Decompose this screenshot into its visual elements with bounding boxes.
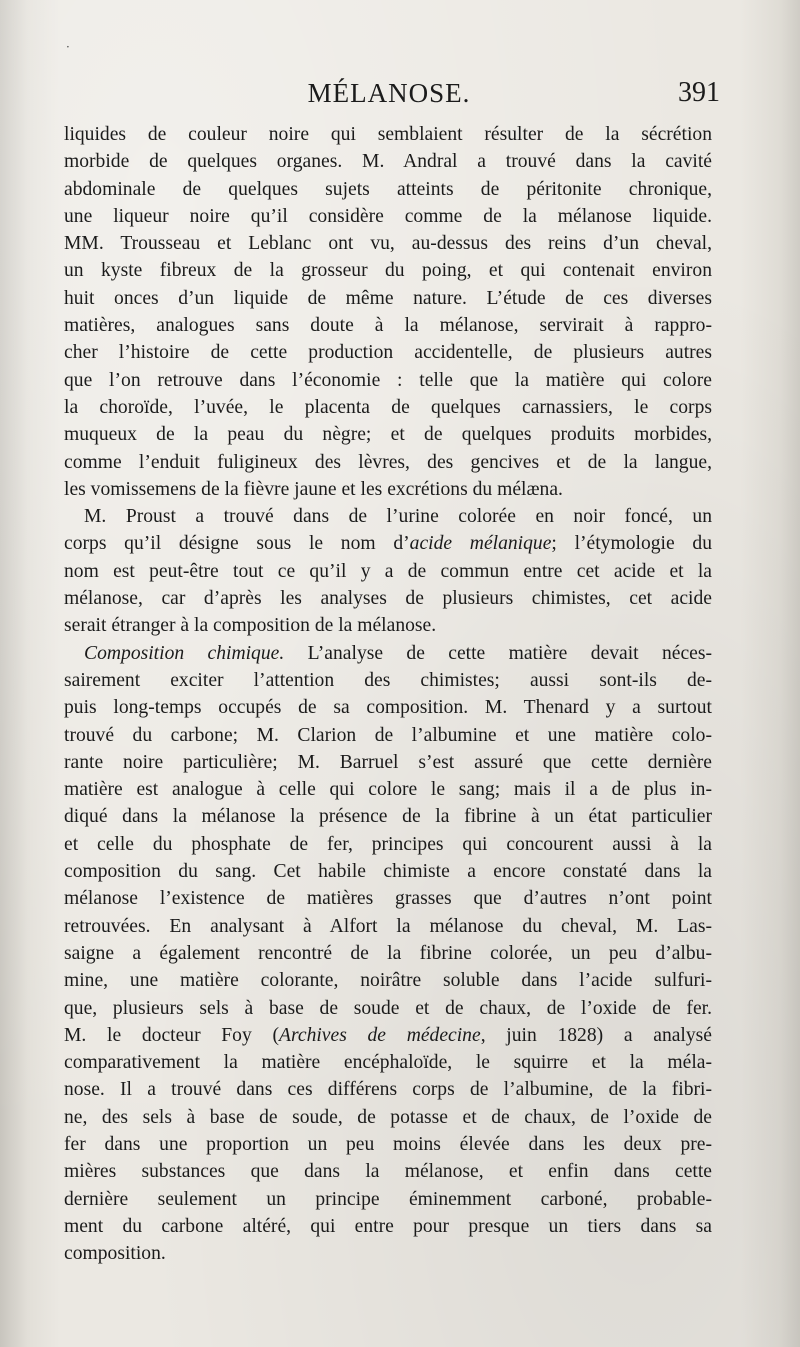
text-line: liquides de couleur noire qui semblaient résulter de la sécrétion [64,124,712,145]
italic-phrase: Composition chimique. [84,642,285,664]
text-line: nom est peut-être tout ce qu’il y a de commun entre cet acide et la [64,560,712,582]
text-line: M. Proust a trouvé dans de l’urine colorée en noir foncé, un [84,506,712,528]
body-text [64,121,712,1267]
text-line: une liqueur noire qu’il considère comme de la mélanose liquide. [64,205,712,227]
italic-phrase: Archives de médecine [279,1024,481,1046]
text-line: serait étranger à la composition de la mélanose. [64,615,437,637]
text-line: diqué dans la mélanose la présence de la fibrine à un état particulier [64,806,712,828]
text-line: saigne a également rencontré de la fibrine colorée, un peu d’albu- [64,942,712,964]
text-line: que, plusieurs sels à base de soude et de chaux, de l’oxide de fer. [64,997,712,1019]
text-segment: M. le docteur Foy ( [64,1024,279,1046]
text-segment: corps qu’il désigne sous le nom d’ [64,533,410,555]
text-line: MM. Trousseau et Leblanc ont vu, au-dessus des reins d’un cheval, [64,233,712,255]
text-line [64,640,712,667]
text-line: huit onces d’un liquide de même nature. L’étude de ces diverses [64,287,712,309]
text-line: retrouvées. En analysant à Alfort la mélanose du cheval, M. Las- [64,915,712,937]
page-header [64,76,720,110]
text-line [64,530,712,557]
text-line: abdominale de quelques sujets atteints de péritonite chronique, [64,178,712,200]
text-line: mières substances que dans la mélanose, et enfin dans cette [64,1161,712,1183]
text-line: comme l’enduit fuligineux des lèvres, des gencives et de la langue, [64,451,712,473]
running-head: MÉLANOSE. [307,78,471,108]
text-line: trouvé du carbone; M. Clarion de l’albumine et une matière colo- [64,724,712,746]
text-line: matières, analogues sans doute à la mélanose, servirait à rappro- [64,315,712,337]
text-line: mélanose, car d’après les analyses de plusieurs chimistes, cet acide [64,588,712,610]
italic-phrase: acide mélanique [409,533,552,555]
text-segment: L’analyse de cette matière devait néces- [284,642,712,664]
text-line: morbide de quelques organes. M. Andral a trouvé dans la cavité [64,151,712,173]
text-line: comparativement la matière encéphaloïde, le squirre et la méla- [64,1052,712,1074]
text-line: nose. Il a trouvé dans ces différens corps de l’albumine, de la fibri- [64,1079,712,1101]
text-line: la choroïde, l’uvée, le placenta de quelques carnassiers, le corps [64,396,712,418]
text-line: composition du sang. Cet habile chimiste a encore constaté dans la [64,861,712,883]
text-line: et celle du phosphate de fer, principes qui concourent aussi à la [64,833,712,855]
text-line: cher l’histoire de cette production accidentelle, de plusieurs autres [64,342,712,364]
text-line: composition. [64,1243,166,1265]
text-segment: , juin 1828) a analysé [480,1024,712,1046]
text-line [64,1022,712,1049]
text-line: rante noire particulière; M. Barruel s’est assuré que cette dernière [64,751,712,773]
text-line: ment du carbone altéré, qui entre pour presque un tiers dans sa [64,1215,712,1237]
text-line: muqueux de la peau du nègre; et de quelques produits morbides, [64,424,712,446]
text-line: matière est analogue à celle qui colore le sang; mais il a de plus in- [64,779,712,801]
text-line: puis long-temps occupés de sa composition. M. Thenard y a surtout [64,697,712,719]
text-line: dernière seulement un principe éminemment carboné, probable- [64,1188,712,1210]
text-line: ne, des sels à base de soude, de potasse et de chaux, de l’oxide de [64,1106,712,1128]
page-number: 391 [678,77,720,108]
text-line: fer dans une proportion un peu moins élevée dans les deux pre- [64,1133,712,1155]
text-line: mine, une matière colorante, noirâtre soluble dans l’acide sulfuri- [64,970,712,992]
ink-mark: · [66,40,70,54]
text-line: que l’on retrouve dans l’économie : telle que la matière qui colore [64,369,712,391]
text-line: sairement exciter l’attention des chimistes; aussi sont-ils de- [64,669,712,691]
text-segment: ; l’étymologie du [551,533,712,555]
text-line: les vomissemens de la fièvre jaune et les excrétions du mélæna. [64,478,563,500]
text-line: mélanose l’existence de matières grasses que d’autres n’ont point [64,888,712,910]
text-line: un kyste fibreux de la grosseur du poing, et qui contenait environ [64,260,712,282]
